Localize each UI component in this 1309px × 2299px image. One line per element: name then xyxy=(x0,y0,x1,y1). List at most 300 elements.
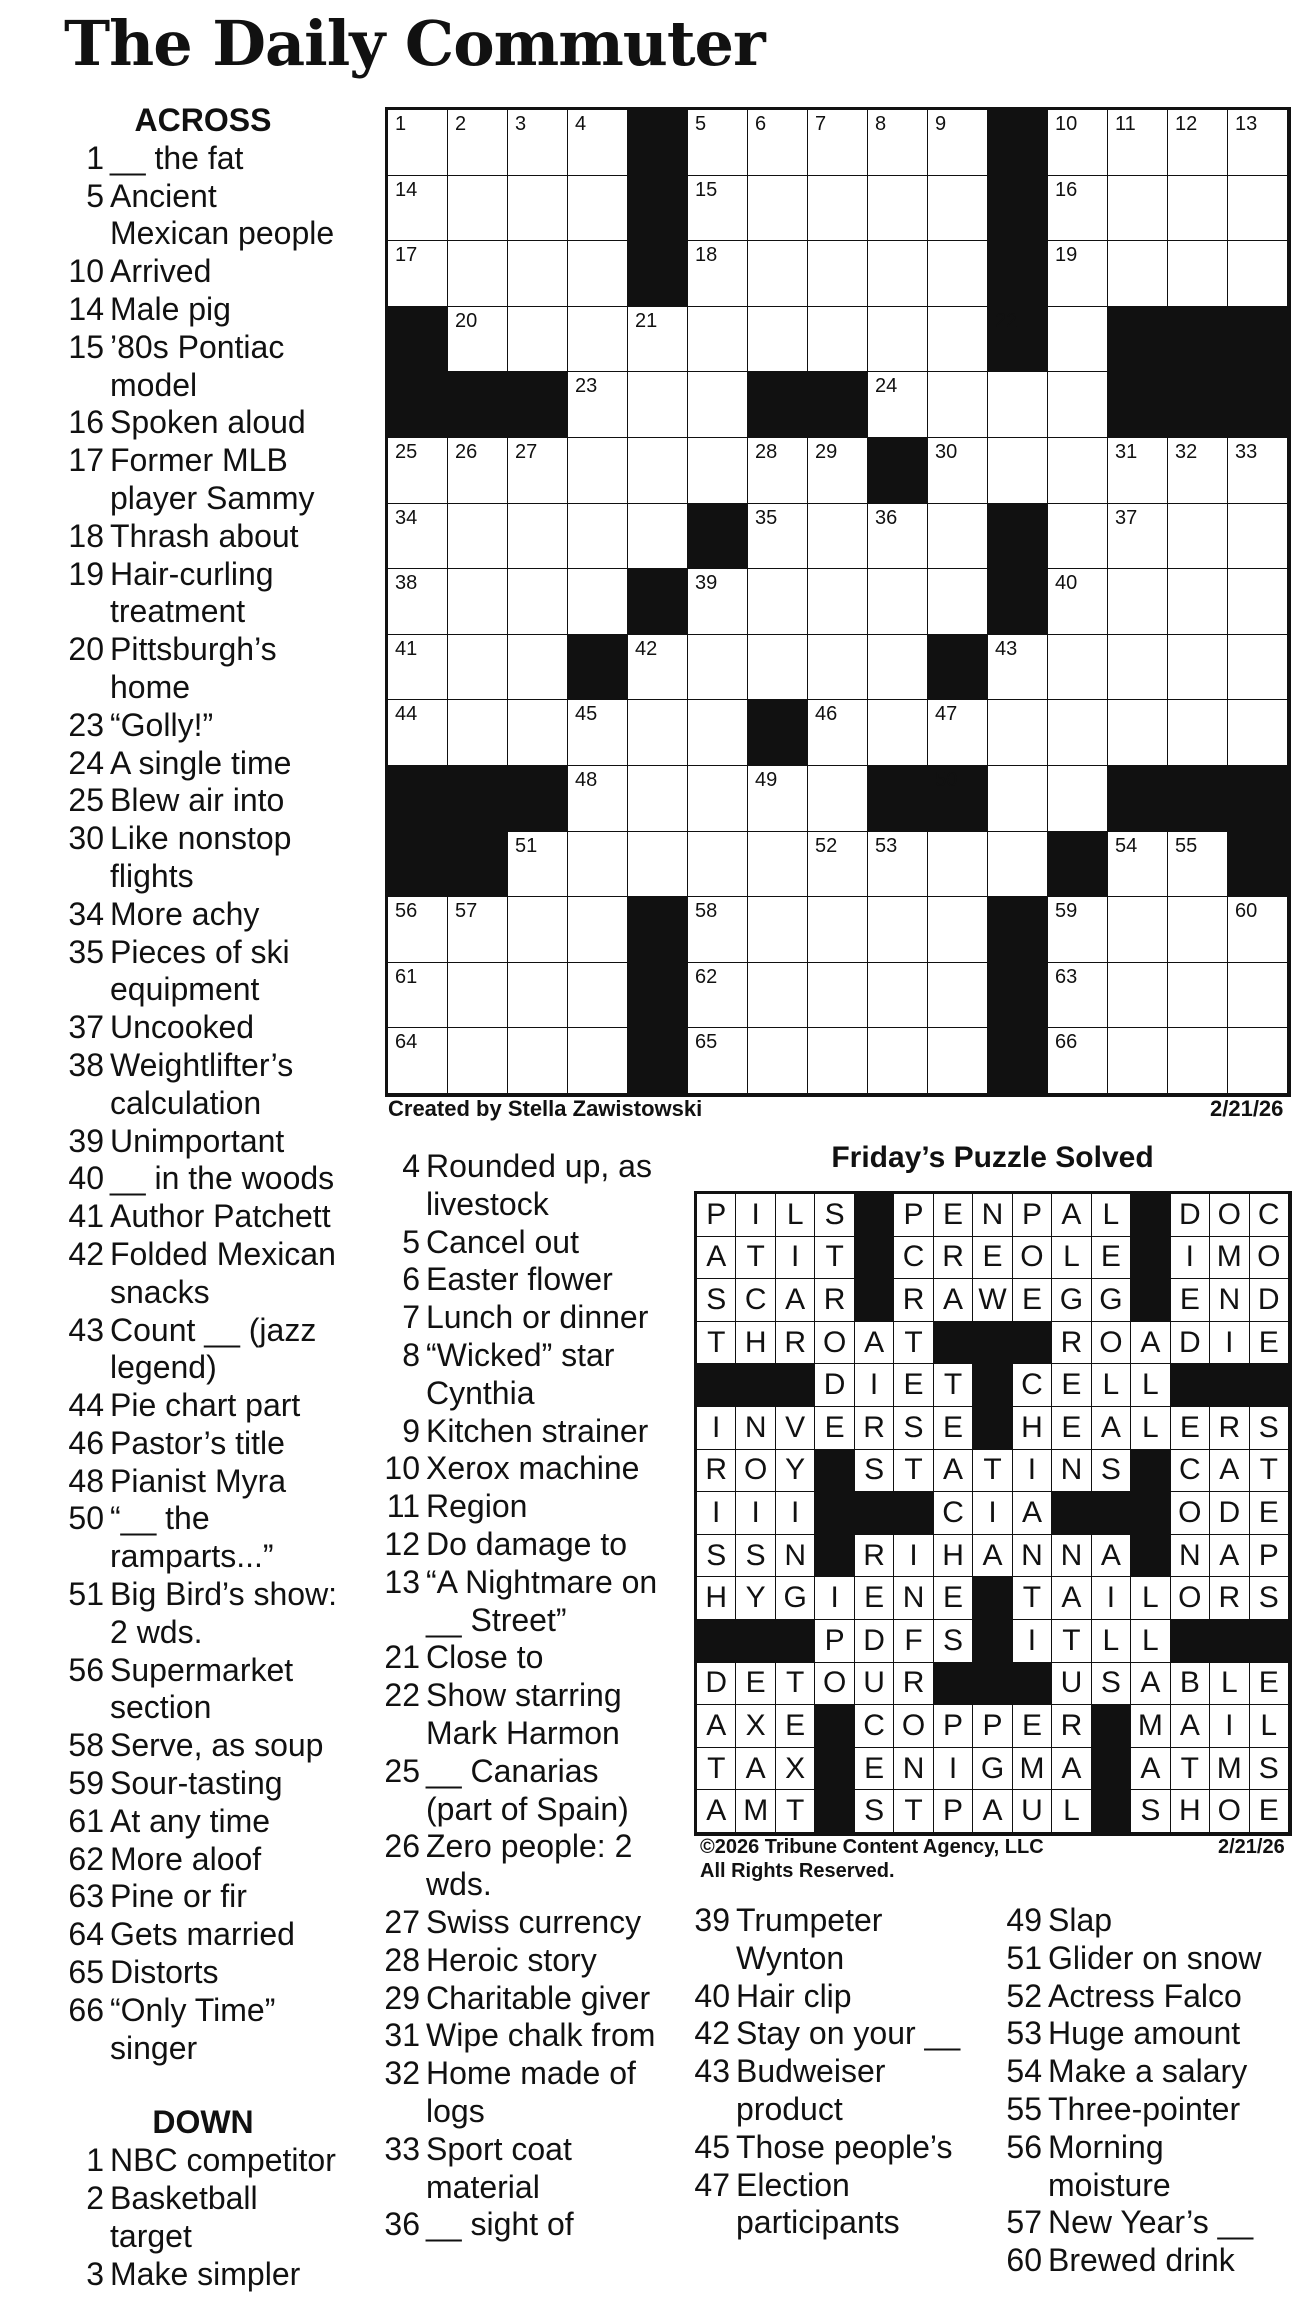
solution-cell: A xyxy=(973,1535,1012,1578)
black-square xyxy=(508,372,568,438)
clue-number: 40 xyxy=(68,1160,104,1197)
clue-item xyxy=(62,1387,344,1425)
black-square xyxy=(1171,1364,1210,1407)
puzzle-cell xyxy=(388,241,448,307)
down-list-3 xyxy=(688,1902,968,2242)
solution-cell: P xyxy=(1013,1194,1052,1237)
solution-cell: E xyxy=(1250,1663,1289,1706)
solution-cell: R xyxy=(697,1450,736,1493)
clue-number: 1 xyxy=(86,139,104,176)
across-clues xyxy=(62,102,344,2293)
clue-number: 23 xyxy=(68,706,104,743)
puzzle-cell xyxy=(388,504,448,570)
puzzle-cell xyxy=(928,438,988,504)
solution-cell: P xyxy=(815,1620,854,1663)
clue-item xyxy=(378,1224,660,1262)
black-square xyxy=(1131,1194,1170,1237)
solution-cell: I xyxy=(1013,1450,1052,1493)
clue-number: 36 xyxy=(384,2206,420,2243)
puzzle-cell xyxy=(508,438,568,504)
clue-text: Sport coat material xyxy=(426,2130,572,2205)
solution-cell: S xyxy=(1250,1748,1289,1791)
cell-number: 41 xyxy=(395,637,418,660)
clue-text: Close to xyxy=(426,1639,544,1676)
black-square xyxy=(736,1620,775,1663)
solution-cell: U xyxy=(855,1663,894,1706)
solution-cell: E xyxy=(815,1407,854,1450)
puzzle-cell xyxy=(928,897,988,963)
clue-item xyxy=(62,329,344,405)
cell-number: 37 xyxy=(1115,506,1138,529)
puzzle-cell xyxy=(1228,110,1288,176)
cell-number: 62 xyxy=(695,965,718,988)
cell-number: 65 xyxy=(695,1031,718,1054)
puzzle-cell xyxy=(808,897,868,963)
clue-number: 38 xyxy=(68,1046,104,1083)
solution-cell: A xyxy=(973,1790,1012,1833)
puzzle-cell xyxy=(448,504,508,570)
solution-cell: N xyxy=(1052,1535,1091,1578)
puzzle-cell xyxy=(868,635,928,701)
crossword-grid xyxy=(385,107,1291,1097)
clue-item xyxy=(378,1942,660,1980)
clue-text: Former MLB player Sammy xyxy=(110,442,315,516)
solution-cell: U xyxy=(1052,1663,1091,1706)
black-square xyxy=(697,1620,736,1663)
solution-cell: E xyxy=(934,1194,973,1237)
puzzle-cell xyxy=(508,176,568,242)
solution-cell: D xyxy=(1171,1194,1210,1237)
clue-item xyxy=(378,1980,660,2018)
clue-number: 25 xyxy=(384,1752,420,1789)
puzzle-cell xyxy=(448,635,508,701)
clue-item xyxy=(62,404,344,442)
black-square xyxy=(855,1492,894,1535)
puzzle-cell xyxy=(688,963,748,1029)
puzzle-cell xyxy=(748,635,808,701)
clue-item xyxy=(62,1954,344,1992)
black-square xyxy=(1168,307,1228,373)
clue-text: “Golly!” xyxy=(110,706,214,743)
black-square xyxy=(815,1790,854,1833)
solution-cell: L xyxy=(1092,1620,1131,1663)
solution-cell: T xyxy=(815,1237,854,1280)
puzzle-cell xyxy=(1108,176,1168,242)
copyright-line-1: ©2026 Tribune Content Agency, LLC xyxy=(700,1836,1044,1858)
solution-cell: A xyxy=(1052,1748,1091,1791)
puzzle-cell xyxy=(1048,438,1108,504)
solution-cell: D xyxy=(1171,1322,1210,1365)
puzzle-cell xyxy=(808,963,868,1029)
puzzle-cell xyxy=(688,110,748,176)
solution-cell: A xyxy=(1171,1705,1210,1748)
clue-item xyxy=(62,1916,344,1954)
puzzle-cell xyxy=(1168,832,1228,898)
puzzle-cell xyxy=(1228,569,1288,635)
down-clues-col4 xyxy=(1000,1902,1295,2280)
clue-text: Heroic story xyxy=(426,1941,597,1978)
puzzle-cell xyxy=(568,766,628,832)
puzzle-cell xyxy=(1108,897,1168,963)
puzzle-cell xyxy=(1168,963,1228,1029)
puzzle-cell xyxy=(868,569,928,635)
clue-item xyxy=(378,1337,660,1413)
black-square xyxy=(688,504,748,570)
puzzle-cell xyxy=(388,897,448,963)
clue-number: 42 xyxy=(694,2015,730,2052)
black-square xyxy=(988,1028,1048,1094)
clue-text: Huge amount xyxy=(1048,2015,1241,2052)
solution-cell: A xyxy=(1131,1748,1170,1791)
solution-cell: S xyxy=(1092,1450,1131,1493)
solution-cell: V xyxy=(776,1407,815,1450)
puzzle-cell xyxy=(508,897,568,963)
clue-item xyxy=(378,1148,660,1224)
clue-number: 57 xyxy=(1006,2204,1042,2241)
puzzle-cell xyxy=(808,1028,868,1094)
cell-number: 31 xyxy=(1115,440,1138,463)
solution-cell: N xyxy=(973,1194,1012,1237)
puzzle-cell xyxy=(808,241,868,307)
puzzle-cell xyxy=(568,307,628,373)
cell-number: 46 xyxy=(815,703,838,726)
clue-number: 10 xyxy=(384,1450,420,1487)
solution-cell: E xyxy=(776,1705,815,1748)
clue-text: More aloof xyxy=(110,1840,262,1877)
solution-cell: L xyxy=(1092,1364,1131,1407)
solution-cell: S xyxy=(855,1450,894,1493)
puzzle-cell xyxy=(808,110,868,176)
black-square xyxy=(815,1492,854,1535)
puzzle-cell xyxy=(448,963,508,1029)
puzzle-cell xyxy=(928,700,988,766)
solution-cell: R xyxy=(855,1535,894,1578)
solution-cell: T xyxy=(776,1790,815,1833)
cell-number: 35 xyxy=(755,506,778,529)
puzzle-cell xyxy=(1228,1028,1288,1094)
solution-cell: A xyxy=(1052,1194,1091,1237)
solution-cell: O xyxy=(1210,1790,1249,1833)
clue-item xyxy=(688,2129,968,2167)
puzzle-cell xyxy=(1228,635,1288,701)
puzzle-cell xyxy=(688,832,748,898)
clue-number: 65 xyxy=(68,1954,104,1991)
solution-cell: F xyxy=(894,1620,933,1663)
puzzle-cell xyxy=(1228,897,1288,963)
solution-cell: A xyxy=(1092,1535,1131,1578)
puzzle-cell xyxy=(1228,176,1288,242)
puzzle-cell xyxy=(448,176,508,242)
clue-item xyxy=(1000,2015,1295,2053)
puzzle-cell xyxy=(388,569,448,635)
puzzle-cell xyxy=(568,438,628,504)
clue-text: __ Canarias (part of Spain) xyxy=(426,1752,629,1827)
black-square xyxy=(973,1407,1012,1450)
across-heading: ACROSS xyxy=(134,102,272,138)
cell-number: 58 xyxy=(695,900,718,923)
solution-cell: A xyxy=(1052,1577,1091,1620)
black-square xyxy=(1228,307,1288,373)
puzzle-cell xyxy=(568,897,628,963)
solution-cell: L xyxy=(1052,1237,1091,1280)
black-square xyxy=(508,766,568,832)
puzzle-cell xyxy=(1168,700,1228,766)
solution-cell: A xyxy=(934,1279,973,1322)
clue-text: Pieces of ski equipment xyxy=(110,933,290,1008)
puzzle-cell xyxy=(1048,1028,1108,1094)
cell-number: 2 xyxy=(455,113,467,135)
solution-cell: I xyxy=(776,1492,815,1535)
solution-cell: R xyxy=(1052,1322,1091,1365)
puzzle-cell xyxy=(508,635,568,701)
puzzle-cell xyxy=(628,700,688,766)
clue-item xyxy=(62,2142,344,2180)
puzzle-cell xyxy=(688,307,748,373)
puzzle-cell xyxy=(1048,897,1108,963)
clue-item xyxy=(688,2053,968,2129)
puzzle-cell xyxy=(508,963,568,1029)
clue-number: 2 xyxy=(86,2180,104,2217)
clue-item xyxy=(378,1413,660,1451)
black-square xyxy=(855,1279,894,1322)
black-square xyxy=(1131,1450,1170,1493)
solution-cell: T xyxy=(1013,1577,1052,1620)
clue-text: “A Nightmare on __ Street” xyxy=(426,1563,658,1638)
cell-number: 49 xyxy=(755,768,778,791)
clue-number: 49 xyxy=(1006,1902,1042,1938)
solution-cell: T xyxy=(776,1663,815,1706)
clue-item xyxy=(378,1753,660,1829)
clue-item xyxy=(62,291,344,329)
puzzle-cell xyxy=(388,1028,448,1094)
clue-text: Trumpeter Wynton xyxy=(736,1902,883,1976)
clue-number: 33 xyxy=(384,2130,420,2167)
solution-cell: G xyxy=(776,1577,815,1620)
puzzle-cell xyxy=(748,832,808,898)
cell-number: 56 xyxy=(395,900,418,923)
clue-text: Like nonstop flights xyxy=(110,820,292,894)
clue-number: 61 xyxy=(68,1802,104,1839)
black-square xyxy=(988,897,1048,963)
solution-cell: S xyxy=(934,1620,973,1663)
clue-text: Easter flower xyxy=(426,1261,613,1298)
puzzle-cell xyxy=(388,635,448,701)
clue-number: 3 xyxy=(86,2255,104,2292)
puzzle-cell xyxy=(928,372,988,438)
solution-cell: W xyxy=(973,1279,1012,1322)
clue-item xyxy=(62,820,344,896)
puzzle-cell xyxy=(748,766,808,832)
clue-number: 62 xyxy=(68,1840,104,1877)
puzzle-cell xyxy=(388,438,448,504)
clue-text: __ the fat xyxy=(110,139,244,176)
clue-item xyxy=(62,442,344,518)
solution-cell: D xyxy=(1250,1279,1289,1322)
solution-cell: R xyxy=(776,1322,815,1365)
clue-number: 22 xyxy=(384,1677,420,1714)
solution-cell: N xyxy=(894,1748,933,1791)
clue-number: 16 xyxy=(68,404,104,441)
clue-item xyxy=(378,1261,660,1299)
solution-cell: E xyxy=(973,1237,1012,1280)
clue-number: 58 xyxy=(68,1727,104,1764)
clue-item xyxy=(62,1160,344,1198)
clue-text: New Year’s __ xyxy=(1048,2204,1254,2241)
clue-item xyxy=(62,631,344,707)
solution-cell: H xyxy=(697,1577,736,1620)
clue-text: Wipe chalk from xyxy=(426,2017,656,2054)
puzzle-cell xyxy=(688,1028,748,1094)
puzzle-cell xyxy=(748,504,808,570)
puzzle-cell xyxy=(688,897,748,963)
clue-text: Do damage to xyxy=(426,1525,628,1562)
black-square xyxy=(748,372,808,438)
puzzle-cell xyxy=(1168,897,1228,963)
puzzle-cell xyxy=(448,110,508,176)
black-square xyxy=(748,700,808,766)
clue-text: Pittsburgh’s home xyxy=(110,631,277,705)
solution-cell: O xyxy=(1250,1237,1289,1280)
solution-cell: I xyxy=(973,1492,1012,1535)
clue-item xyxy=(378,1639,660,1677)
solution-cell: B xyxy=(1171,1663,1210,1706)
puzzle-cell xyxy=(868,963,928,1029)
clue-item xyxy=(62,140,344,178)
clue-number: 35 xyxy=(68,933,104,970)
puzzle-cell xyxy=(1168,635,1228,701)
solution-cell: I xyxy=(1210,1705,1249,1748)
clue-number: 39 xyxy=(694,1902,730,1938)
solution-cell: O xyxy=(815,1663,854,1706)
cell-number: 53 xyxy=(875,834,898,857)
clue-number: 40 xyxy=(694,1977,730,2014)
puzzle-cell xyxy=(928,832,988,898)
clue-number: 52 xyxy=(1006,1977,1042,2014)
solution-cell: S xyxy=(1092,1663,1131,1706)
cell-number: 19 xyxy=(1055,244,1078,267)
black-square xyxy=(736,1364,775,1407)
cell-number: 23 xyxy=(575,375,598,398)
clue-number: 29 xyxy=(384,1979,420,2016)
puzzle-cell xyxy=(1108,1028,1168,1094)
solution-cell: L xyxy=(776,1194,815,1237)
down-heading: DOWN xyxy=(152,2104,254,2141)
puzzle-cell xyxy=(748,963,808,1029)
clue-number: 28 xyxy=(384,1941,420,1978)
black-square xyxy=(1250,1620,1289,1663)
clue-item xyxy=(62,1727,344,1765)
cell-number: 15 xyxy=(695,178,718,201)
down-clues-col3 xyxy=(688,1902,968,2242)
clue-number: 53 xyxy=(1006,2015,1042,2052)
black-square xyxy=(988,110,1048,176)
black-square xyxy=(388,766,448,832)
clue-text: Make a salary xyxy=(1048,2053,1248,2090)
cell-number: 57 xyxy=(455,900,478,923)
solution-cell: S xyxy=(697,1535,736,1578)
solution-cell: A xyxy=(697,1237,736,1280)
black-square xyxy=(1092,1748,1131,1791)
black-square xyxy=(928,635,988,701)
solution-cell: M xyxy=(736,1790,775,1833)
solution-cell: L xyxy=(1131,1364,1170,1407)
solution-cell: I xyxy=(1092,1577,1131,1620)
clue-item xyxy=(62,556,344,632)
puzzle-cell xyxy=(1048,307,1108,373)
puzzle-cell xyxy=(748,110,808,176)
cell-number: 1 xyxy=(395,113,407,135)
clue-text: Show starring Mark Harmon xyxy=(426,1677,622,1751)
puzzle-cell xyxy=(1108,832,1168,898)
down-list-1 xyxy=(62,2142,344,2293)
down-list-4 xyxy=(1000,1902,1295,2280)
clue-text: Swiss currency xyxy=(426,1903,642,1940)
solution-cell: A xyxy=(1210,1535,1249,1578)
cell-number: 11 xyxy=(1115,113,1136,135)
solution-cell: L xyxy=(1250,1705,1289,1748)
solution-cell: E xyxy=(894,1364,933,1407)
puzzle-cell xyxy=(1048,766,1108,832)
puzzle-cell xyxy=(688,700,748,766)
clue-item xyxy=(378,1564,660,1640)
clue-text: Weightlifter’s calculation xyxy=(110,1046,294,1121)
solution-cell: A xyxy=(1210,1450,1249,1493)
puzzle-cell xyxy=(688,766,748,832)
solution-cell: N xyxy=(1210,1279,1249,1322)
solution-cell: X xyxy=(776,1748,815,1791)
solution-cell: Y xyxy=(776,1450,815,1493)
clue-text: Charitable giver xyxy=(426,1979,651,2016)
solution-cell: S xyxy=(815,1194,854,1237)
black-square xyxy=(388,832,448,898)
clue-number: 56 xyxy=(68,1651,104,1688)
solution-cell: O xyxy=(815,1322,854,1365)
solution-cell: C xyxy=(855,1705,894,1748)
cell-number: 10 xyxy=(1055,113,1078,135)
solution-cell: T xyxy=(934,1364,973,1407)
clue-number: 7 xyxy=(402,1299,420,1336)
clue-text: Unimportant xyxy=(110,1122,285,1159)
solution-cell: T xyxy=(894,1790,933,1833)
black-square xyxy=(973,1364,1012,1407)
solution-cell: H xyxy=(1013,1407,1052,1450)
cell-number: 36 xyxy=(875,506,898,529)
solution-cell: P xyxy=(1250,1535,1289,1578)
puzzle-cell xyxy=(568,832,628,898)
puzzle-cell xyxy=(1108,504,1168,570)
cell-number: 38 xyxy=(395,572,418,595)
solution-cell: A xyxy=(1131,1322,1170,1365)
clue-item xyxy=(688,1978,968,2016)
black-square xyxy=(1048,832,1108,898)
down-clues-col2 xyxy=(378,1148,660,2244)
clue-item xyxy=(1000,2129,1295,2205)
black-square xyxy=(855,1194,894,1237)
clue-text: Pastor’s title xyxy=(110,1424,285,1461)
black-square xyxy=(1168,372,1228,438)
puzzle-cell xyxy=(988,372,1048,438)
clue-item xyxy=(62,2256,344,2294)
puzzle-cell xyxy=(568,110,628,176)
across-list xyxy=(62,140,344,2068)
clue-number: 26 xyxy=(384,1828,420,1865)
solution-cell: H xyxy=(736,1322,775,1365)
clue-text: At any time xyxy=(110,1802,271,1839)
puzzle-cell xyxy=(868,897,928,963)
solution-cell: L xyxy=(1131,1577,1170,1620)
solution-cell: O xyxy=(736,1450,775,1493)
solution-cell: E xyxy=(1013,1705,1052,1748)
